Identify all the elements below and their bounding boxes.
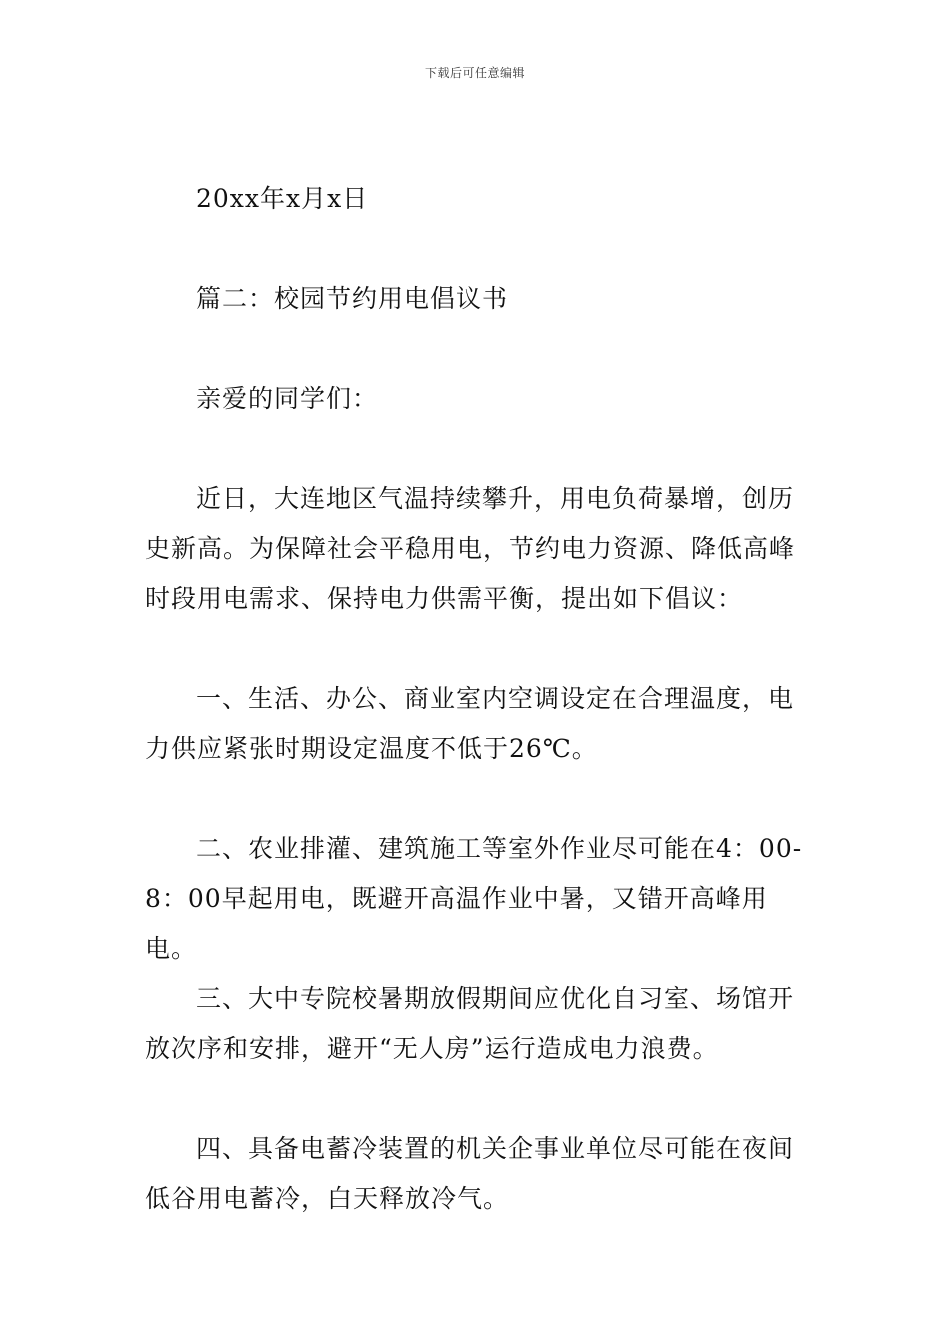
proposal-item-4: 四、具备电蓄冷装置的机关企事业单位尽可能在夜间低谷用电蓄冷，白天释放冷气。 — [145, 1134, 795, 1213]
date-line: 20xx年x月x日 — [196, 184, 369, 213]
page-header: 下载后可任意编辑 — [424, 66, 525, 80]
proposal-item-3: 三、大中专院校暑期放假期间应优化自习室、场馆开放次序和安排，避开“无人房”运行造成电力浪费。 — [145, 984, 795, 1063]
intro-paragraph: 近日，大连地区气温持续攀升，用电负荷暴增，创历史新高。为保障社会平稳用电，节约电力资源、降低高峰时段用电需求、保持电力供需平衡，提出如下倡议： — [145, 484, 796, 613]
salutation: 亲爱的同学们： — [196, 384, 379, 413]
proposal-item-1: 一、生活、办公、商业室内空调设定在合理温度，电力供应紧张时期设定温度不低于26℃。 — [145, 684, 795, 763]
section-title: 篇二：校园节约用电倡议书 — [196, 284, 509, 313]
proposal-item-2: 二、农业排灌、建筑施工等室外作业尽可能在4：00-8：00早起用电，既避开高温作业中暑，又错开高峰用电。 — [145, 834, 803, 963]
